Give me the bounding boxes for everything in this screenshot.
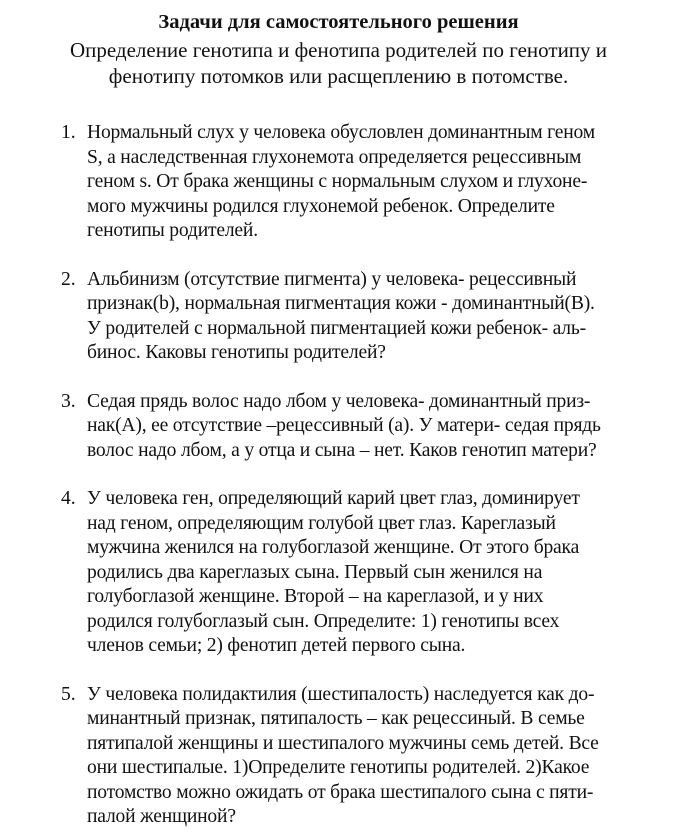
- task-item-1: [0, 121, 677, 244]
- task-item-5: [0, 683, 677, 830]
- task-number: 5.: [61, 683, 76, 705]
- task-text-line: У человека ген, определяющий карий цвет глаз, доминирует: [87, 488, 580, 509]
- task-text: [87, 487, 677, 659]
- task-text-line: родились два кареглазых сына. Первый сын женился на: [87, 561, 543, 583]
- task-text: [87, 121, 677, 244]
- task-text-line: признак(b), нормальная пигментация кожи - доминантный(B).: [87, 293, 595, 314]
- task-text-line: над геном, определяющим голубой цвет глаз. Кареглазый: [87, 512, 556, 534]
- task-text: [87, 683, 677, 830]
- task-text-line: Нормальный слух у человека обусловлен доминантным геном: [87, 122, 595, 143]
- task-text-line: мужчина женился на голубоглазой женщине. От этого брака: [87, 537, 580, 558]
- task-number: 4.: [61, 488, 76, 509]
- task-text-line: Альбинизм (отсутствие пигмента) у человека- рецессивный: [87, 268, 577, 290]
- task-text-line: палой женщиной?: [87, 806, 236, 827]
- task-number: 1.: [61, 122, 76, 143]
- task-text-line: минантный признак, пятипалость – как рецессиный. В семье: [87, 708, 585, 729]
- task-text-line: членов семьи; 2) фенотип детей первого сына.: [87, 635, 466, 656]
- task-text-line: У человека полидактилия (шестипалость) наследуется как до-: [87, 683, 595, 705]
- task-text-line: генотипы родителей.: [87, 220, 258, 241]
- task-text-line: волос надо лбом, а у отца и сына – нет. Каков генотип матери?: [87, 439, 597, 461]
- task-text: [87, 268, 677, 366]
- task-text-line: голубоглазой женщине. Второй – на кареглазой, и у них: [87, 586, 544, 607]
- task-text-line: бинос. Каковы генотипы родителей?: [87, 342, 386, 363]
- task-item-3: [0, 390, 677, 464]
- task-text-line: мого мужчины родился глухонемой ребенок. Определите: [87, 195, 555, 217]
- task-text-line: они шестипалые. 1)Определите генотипы родителей. 2)Какое: [87, 757, 590, 778]
- task-item-4: [0, 487, 677, 659]
- subtitle-line: фенотипу потомков или расщеплению в потомстве.: [108, 64, 569, 88]
- task-number: 3.: [61, 390, 76, 412]
- task-number: 2.: [61, 268, 76, 290]
- task-item-2: [0, 268, 677, 366]
- task-text-line: S, а наследственная глухонемота определяется рецессивным: [87, 146, 582, 168]
- task-text-line: У родителей с нормальной пигментацией кожи ребенок- аль-: [87, 317, 586, 339]
- subtitle-line: Определение генотипа и фенотипа родителей по генотипу и: [69, 38, 608, 62]
- task-text-line: потомство можно ожидать от брака шестипалого сына с пяти-: [87, 781, 594, 803]
- task-text-line: нак(А), ее отсутствие –рецессивный (а). У матери- седая прядь: [87, 415, 601, 436]
- task-text: [87, 390, 677, 464]
- task-text-line: Седая прядь волос надо лбом у человека- доминантный приз-: [87, 390, 591, 412]
- task-text-line: родился голубоглазый сын. Определите: 1) генотипы всех: [87, 610, 560, 632]
- task-text-line: пятипалой женщины и шестипалого мужчины семь детей. Все: [87, 732, 599, 754]
- task-text-line: геном s. От брака женщины с нормальным слухом и глухоне-: [87, 171, 588, 192]
- page-title: Задачи для самостоятельного решения: [158, 11, 519, 33]
- task-list: [0, 121, 677, 830]
